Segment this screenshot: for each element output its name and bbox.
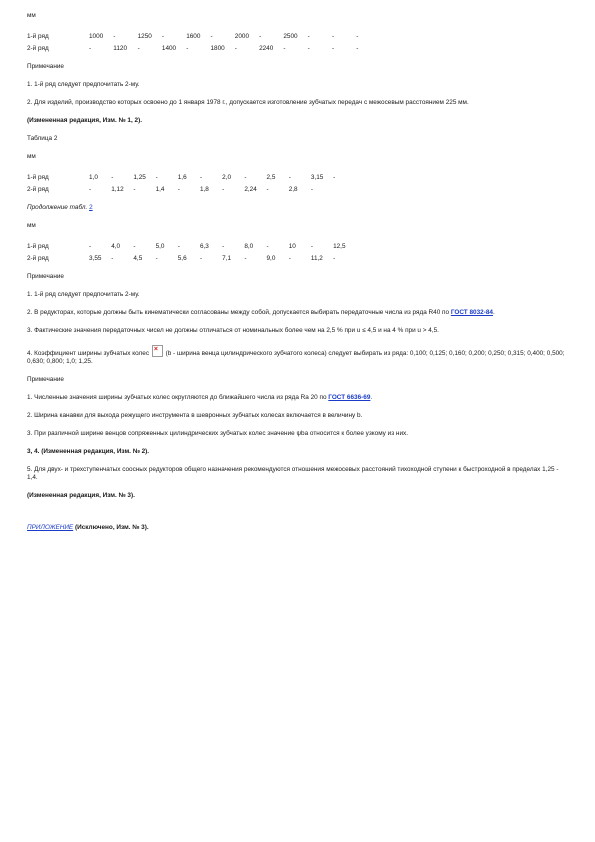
row-label: 2-й ряд [27,255,49,262]
table-cell: 12,5 [333,243,346,250]
gost-6636-69-link[interactable]: ГОСТ 6636-69 [328,394,371,401]
note1-amendment: (Измененная редакция, Изм. № 1, 2). [27,117,142,124]
table-cell: - [331,33,335,40]
table-cell: 2,24 [244,186,257,193]
table-cell: 1,12 [111,186,124,193]
table-cell: - [310,243,314,250]
table-cell: - [288,174,291,181]
table-cell: 7,1 [222,255,232,262]
table-cell: - [113,33,116,40]
table-cell: - [266,186,269,193]
table-cell: - [177,186,180,193]
table-cell: 1400 [161,45,177,52]
table-cell: 1250 [137,33,152,40]
table-cell: 1,0 [89,174,98,181]
table-cell: - [111,255,114,262]
table2-continuation-title [27,204,567,212]
table-cell: - [356,33,359,40]
table-cell: 2,0 [222,174,232,181]
row-label: 2-й ряд [27,186,49,193]
table-row [27,255,355,267]
table2-title: Таблица 2 [27,135,58,142]
section4-paragraph [27,345,567,366]
table-cell: - [186,45,189,52]
table-cell: - [133,243,136,250]
section4-text-after: (b - ширина венца цилиндрического зубчатого колеса) следует выбирать из ряда: 0,100; 0,125; 0,160; 0,200; 0,250; 0,315; 0,400; 0,500; 0,630; 0,800; 1,0; 1,25. [27,350,565,365]
table-cell: - [288,255,291,262]
table-cell: - [259,33,262,40]
table-cell: - [266,243,269,250]
appendix-status: (Исключено, Изм. № 3). [74,524,149,531]
note3-heading: Примечание [27,376,64,383]
table-cell: - [234,45,237,52]
table-row [27,33,381,45]
table-cell: 1,6 [177,174,187,181]
table-cell: 3,55 [89,255,102,262]
table-cell: - [331,45,335,52]
table-cell: 8,0 [244,243,254,250]
table-cell: - [307,45,310,52]
table-cell: 2000 [234,33,249,40]
table-cell: 10 [288,243,296,250]
table-cell: - [89,243,92,250]
amendment-3-4: 3, 4. (Измененная редакция, Изм. № 2). [27,448,150,455]
table-cell: - [111,174,114,181]
table-cell: 1600 [186,33,201,40]
table-cell: 9,0 [266,255,276,262]
section5-paragraph: 5. Для двух- и трехступенчатых соосных редукторов общего назначения рекомендуются отношения межосевых расстояний тихоходной ступени к быстроходной в пределах 1,25 - 1,4. [27,466,559,481]
note3-item1-text: 1. Численные значения ширины зубчатых колес округляются до ближайшего числа из ряда Ra 20 по [27,394,327,401]
table-cell: - [177,243,180,250]
note1-item2: 2. Для изделий, производство которых освоено до 1 января 1978 г., допускается изготовление зубчатых передач с межосевым расстоянием 225 мм. [27,99,469,106]
appendix-label: ПРИЛОЖЕНИЕ [27,524,74,531]
table-cell: - [137,45,140,52]
table-row [27,45,381,57]
table-cell: 1,8 [199,186,209,193]
table-cell: - [210,33,213,40]
table-cell: 2500 [283,33,298,40]
table-cell: 1800 [210,45,225,52]
row-label: 1-й ряд [27,174,49,181]
note3-item3: 3. При различной ширине венцов сопряженных цилиндрических зубчатых колес значение ψba относится к более узкому из них. [27,430,408,437]
note2-item2-end: . [492,309,495,316]
table2 [27,174,355,198]
table-cell: 3,15 [310,174,324,181]
table-cell: 11,2 [310,255,323,262]
table-cell: - [161,33,165,40]
table-cell: - [283,45,286,52]
table1-unit: мм [27,12,36,19]
table2-unit: мм [27,153,36,160]
table-cell: - [222,186,225,193]
table-cell: 2,5 [266,174,276,181]
table-cell: 1,25 [133,174,146,181]
table-cell: - [310,186,314,193]
row-label: 2-й ряд [27,45,49,52]
table-cell: 1,4 [155,186,165,193]
table2-link[interactable]: 2 [89,204,93,211]
table-cell: 2240 [259,45,274,52]
table1 [27,33,381,57]
note3-item1-end: . [370,394,373,401]
table-cell: - [244,255,247,262]
table-cell: - [199,174,203,181]
table-cell: - [155,255,158,262]
note2-item3: 3. Фактические значения передаточных чисел не должны отличаться от номинальных более чем на 2,5 % при u ≤ 4,5 и на 4 % при u > 4,5. [27,327,439,334]
note3-item2: 2. Ширина канавки для выхода режущего инструмента в шевронных зубчатых колесах включается в величину b. [27,412,363,419]
table-cell: - [155,174,158,181]
table-cell: - [133,186,136,193]
table-cell: - [89,45,92,52]
table2cont-unit: мм [27,222,36,229]
row-label: 1-й ряд [27,33,49,40]
document-page [27,12,567,532]
continuation-label: Продолжение табл. [27,204,88,211]
note2-item2-text: 2. В редукторах, которые должны быть кинематически согласованы между собой, допускается выбирать передаточные числа из ряда R40 по [27,309,450,316]
row-label: 1-й ряд [27,243,49,250]
table-cell: 2,8 [288,186,298,193]
table-cell: - [244,174,247,181]
table-row [27,174,355,186]
table-row [27,186,355,198]
note2-heading: Примечание [27,273,64,280]
table-cell [333,186,355,198]
table-cell: 6,3 [199,243,209,250]
broken-image-icon: × [152,345,163,357]
table-cell: - [89,186,92,193]
note1-heading: Примечание [27,63,64,70]
table-cell: - [222,243,225,250]
note1-item1: 1. 1-й ряд следует предпочитать 2-му. [27,81,140,88]
table2-continuation [27,243,355,267]
table-row [27,243,355,255]
appendix-line [27,524,567,532]
table-cell: 4,0 [111,243,121,250]
table-cell: 5,6 [177,255,187,262]
section4-text-before: 4. Коэффициент ширины зубчатых колес [27,350,150,357]
note3-item1 [27,394,567,402]
table-cell: 1000 [89,33,104,40]
table-cell: 4,5 [133,255,143,262]
table-cell: - [199,255,203,262]
table-cell: - [356,45,359,52]
table-cell: 5,0 [155,243,165,250]
amendment-5: (Измененная редакция, Изм. № 3). [27,492,135,499]
gost-8032-84-link[interactable]: ГОСТ 8032-84 [450,309,493,316]
table-cell: - [333,174,336,181]
note2-item2 [27,309,567,317]
note2-item1: 1. 1-й ряд следует предпочитать 2-му. [27,291,140,298]
table-cell: 1120 [113,45,128,52]
table-cell: - [333,255,336,262]
table-cell: - [307,33,310,40]
